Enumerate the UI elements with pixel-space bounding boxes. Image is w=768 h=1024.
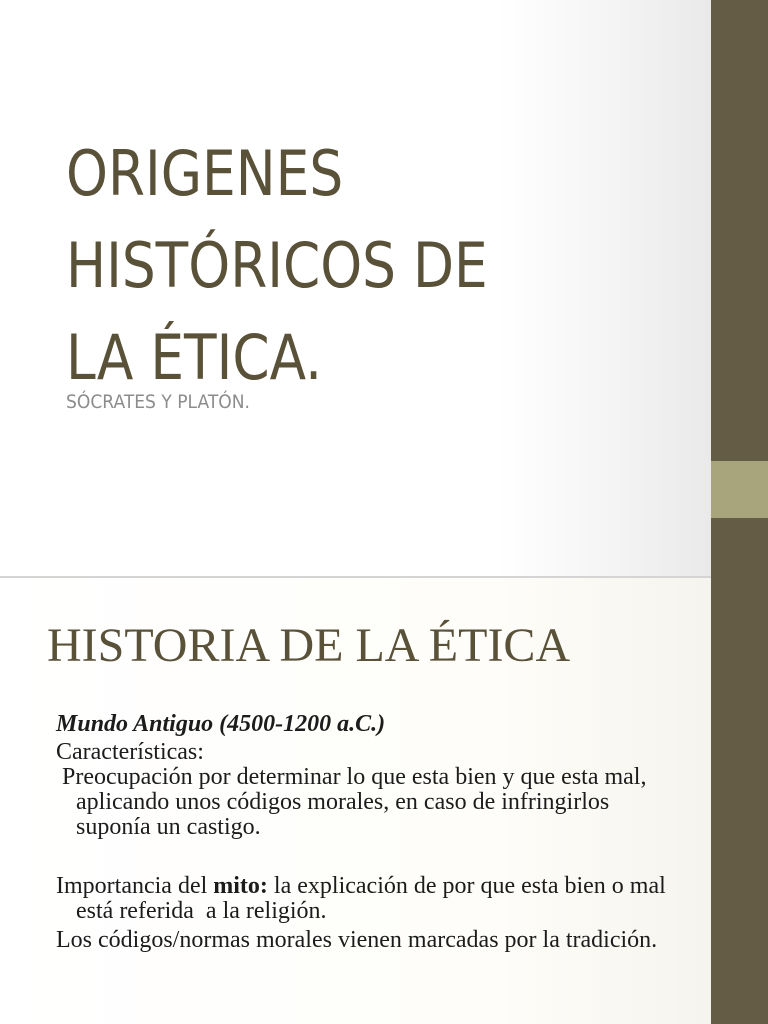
paragraph-mito-keyword: mito: <box>213 873 268 899</box>
era-label: Mundo Antiguo (4500-1200 a.C.) <box>56 711 386 737</box>
paragraph-preocupacion: Preocupación por determinar lo que esta bien y que esta mal, aplicando unos códigos morales, en caso de infringirlos suponía un castigo. <box>56 764 653 840</box>
content-slide-heading: HISTORIA DE LA ÉTICA <box>47 619 571 672</box>
paragraph-mito <box>56 874 671 924</box>
paragraph-codigos: Los códigos/normas morales vienen marcadas por la tradición. <box>56 927 658 953</box>
paragraph-mito-rest: la explicación de por que esta bien o mal está referida a la religión. <box>76 873 672 924</box>
characteristics-label: Características: <box>56 739 204 765</box>
slide-title-line-1: ORIGENES <box>66 137 344 210</box>
sidebar-accent-block <box>711 461 768 518</box>
content-slide <box>0 578 711 1024</box>
slide-title-line-3: LA ÉTICA. <box>66 321 323 394</box>
slide-subtitle: SÓCRATES Y PLATÓN. <box>66 391 250 413</box>
slide-title <box>66 128 599 404</box>
content-slide-body <box>56 712 671 953</box>
slide-title-line-2: HISTÓRICOS DE <box>66 229 488 302</box>
paragraph-mito-lead: Importancia del <box>56 873 214 899</box>
